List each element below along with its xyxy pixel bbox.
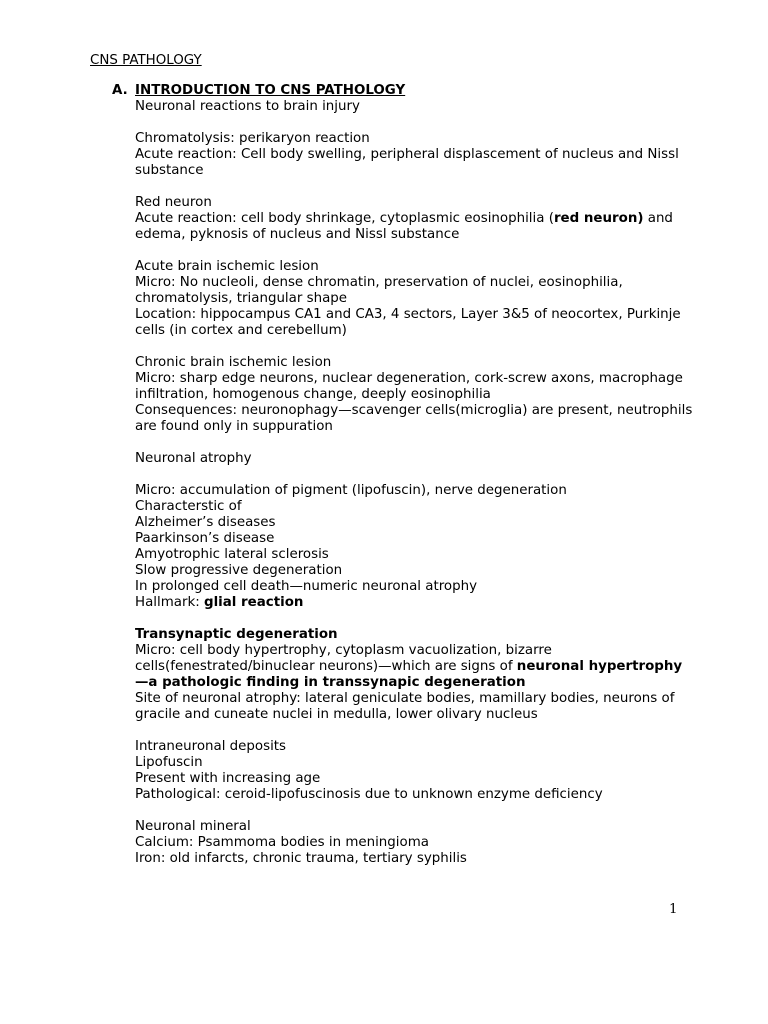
text-run: Acute reaction: cell body shrinkage, cytoplasmic eosinophilia ( <box>135 211 554 226</box>
section-title: INTRODUCTION TO CNS PATHOLOGY <box>135 83 406 98</box>
paragraph-line: Chromatolysis: perikaryon reaction <box>135 131 370 146</box>
bold-text: glial reaction <box>204 595 304 610</box>
paragraph-line: Calcium: Psammoma bodies in meningioma <box>135 835 429 850</box>
paragraph-line: In prolonged cell death—numeric neuronal atrophy <box>135 579 478 594</box>
paragraph-line <box>135 643 695 691</box>
paragraph-line: Present with increasing age <box>135 771 321 786</box>
paragraph-line: Lipofuscin <box>135 755 203 770</box>
paragraph-line: Acute reaction: Cell body swelling, peripheral displascement of nucleus and Nissl substance <box>135 147 679 178</box>
paragraph-line: Intraneuronal deposits <box>135 739 287 754</box>
paragraph-line: Neuronal mineral <box>135 819 251 834</box>
text-run: Micro: cell body hypertrophy, cytoplasm vacuolization, bizarre cells(fenestrated/binuclear neurons)—which are signs of <box>135 643 552 674</box>
subheading: Transynaptic degeneration <box>135 627 338 642</box>
text-run: Hallmark: <box>135 595 204 610</box>
paragraph-line: Iron: old infarcts, chronic trauma, tertiary syphilis <box>135 851 467 866</box>
paragraph-line <box>135 211 695 243</box>
paragraph-line: Paarkinson’s disease <box>135 531 275 546</box>
paragraph-line: Pathological: ceroid-lipofuscinosis due to unknown enzyme deficiency <box>135 787 603 802</box>
paragraph-line: Amyotrophic lateral sclerosis <box>135 547 329 562</box>
bold-text: red neuron) <box>553 211 644 226</box>
section-heading <box>112 83 405 99</box>
section-letter: A. <box>112 83 128 98</box>
paragraph-line: Acute brain ischemic lesion <box>135 259 319 274</box>
document-body <box>135 99 695 867</box>
paragraph-line: Micro: No nucleoli, dense chromatin, preservation of nuclei, eosinophilia, chromatolysis, triangular shape <box>135 275 623 306</box>
paragraph-line: Slow progressive degeneration <box>135 563 343 578</box>
paragraph-line: Site of neuronal atrophy: lateral geniculate bodies, mamillary bodies, neurons of gracile and cuneate nuclei in medulla, lower olivary nucleus <box>135 691 675 722</box>
paragraph-line: Characterstic of <box>135 499 242 514</box>
bold-text: neuronal hypertrophy—a pathologic finding in transsynapic degeneration <box>135 659 683 690</box>
paragraph-line: Location: hippocampus CA1 and CA3, 4 sectors, Layer 3&5 of neocortex, Purkinje cells (in cortex and cerebellum) <box>135 307 681 338</box>
paragraph-line: Micro: accumulation of pigment (lipofuscin), nerve degeneration <box>135 483 567 498</box>
paragraph-line: Alzheimer’s diseases <box>135 515 276 530</box>
paragraph-line: Chronic brain ischemic lesion <box>135 355 332 370</box>
paragraph-line: Neuronal reactions to brain injury <box>135 99 360 114</box>
document-title: CNS PATHOLOGY <box>90 53 202 68</box>
paragraph-line: Micro: sharp edge neurons, nuclear degeneration, cork-screw axons, macrophage infiltration, homogenous change, deeply eosinophilia <box>135 371 683 402</box>
paragraph-line: Consequences: neuronophagy—scavenger cells(microglia) are present, neutrophils are found only in suppuration <box>135 403 693 434</box>
paragraph-line <box>135 595 695 611</box>
text-run: and edema, pyknosis of nucleus and Nissl substance <box>135 211 673 242</box>
paragraph-line: Red neuron <box>135 195 212 210</box>
paragraph-line: Neuronal atrophy <box>135 451 252 466</box>
page-number: 1 <box>669 902 678 917</box>
